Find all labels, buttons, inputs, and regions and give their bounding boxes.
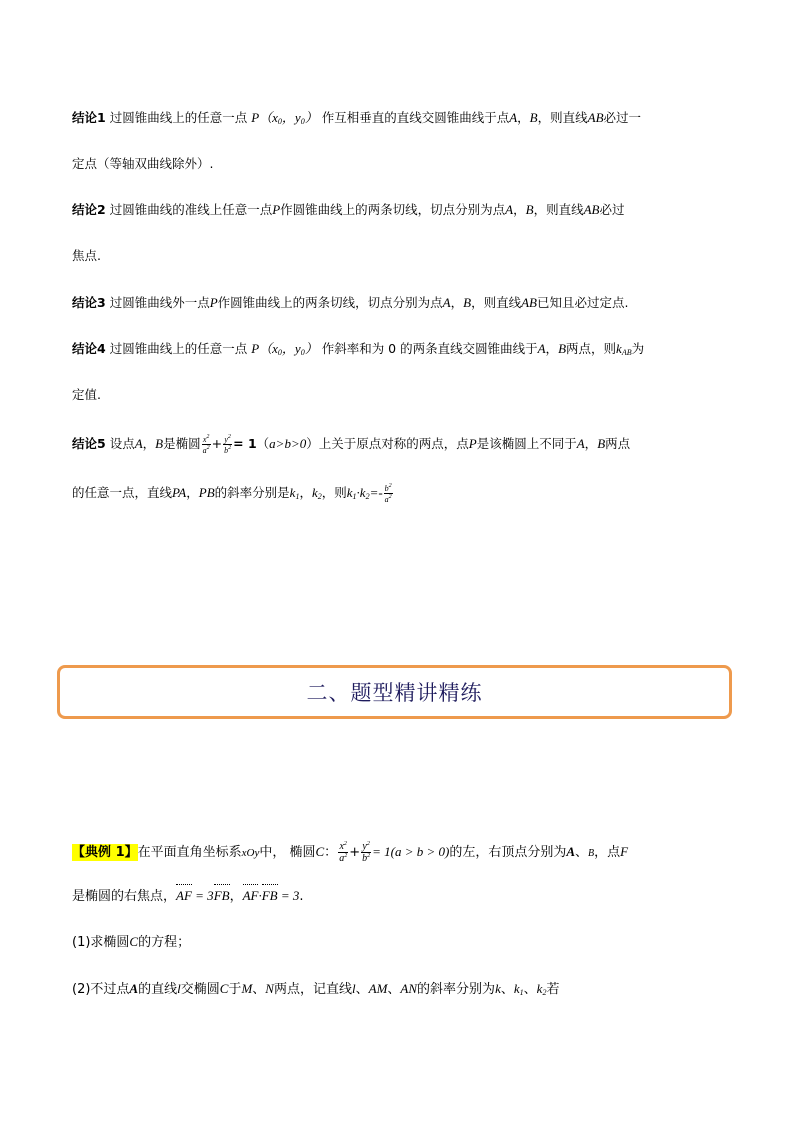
conclusion-1-line-1: 结论1 过圆锥曲线上的任意一点 $P(x_0$，$y_0$） 作互相垂直的直线交圆锥曲线于点A，B，则直线AB必过一 (72, 110, 642, 126)
section-header-box (57, 665, 732, 719)
conclusion-5-line-2: 的任意一点，直线PA，PB的斜率分别是$k_1$，$k_2$，则$k_1\cdot k_2=-$ $\frac{b^2}{a^2}$ (72, 483, 392, 504)
example-1-question-2: (2)不过点A的直线l交椭圆C于M、N两点，记直线l、AM、AN的斜率分别为k、$k_1$、$k_2$若 (72, 981, 560, 997)
fraction-y2-b2: $\frac{y^2}{b^2}$ (362, 841, 371, 864)
fraction-x2-a2: $\frac{x^2}{a^2}$ (339, 841, 348, 864)
example-tag: 【典例 1】 (72, 845, 138, 860)
conclusion-4-line-1: 结论4 过圆锥曲线上的任意一点 $P(x_0$，$y_0$） 作斜率和为 0 的两条直线交圆锥曲线于A，B两点，则$k_{AB}$为 (72, 341, 645, 357)
conclusion-4-line-2: 定值. (72, 387, 101, 402)
fraction-y2-b2: $\frac{y^2}{b^2}$ (224, 434, 232, 455)
example-1-line-2: 是椭圆的右焦点，AF = 3FB，AF·FB = 3. (72, 888, 304, 904)
section-title: 二、题型精讲精练 (306, 681, 483, 705)
example-1-question-1: (1)求椭圆C的方程； (72, 934, 191, 950)
example-1-line-1: 【典例 1】在平面直角坐标系xOy中， 椭圆C： $\frac{x^2}{a^2}$ + $\frac{y^2}{b^2}$ = 1(a > b > 0)的左，右顶点分别为A、B，点F (72, 841, 629, 864)
conclusion-label: 结论4 (72, 341, 106, 356)
conclusion-2-line-1: 结论2 过圆锥曲线的准线上任意一点P作圆锥曲线上的两条切线，切点分别为点A，B，则直线AB必过 (72, 202, 625, 217)
conclusion-label: 结论1 (72, 110, 106, 125)
conclusion-label: 结论3 (72, 295, 106, 310)
fraction-x2-a2: $\frac{x^2}{a^2}$ (202, 434, 210, 455)
conclusion-2-line-2: 焦点. (72, 248, 101, 263)
conclusion-5-line-1: 结论5 设点A，B是椭圆 $\frac{x^2}{a^2}$ + $\frac{y^2}{b^2}$ = 1（a>b>0）上关于原点对称的两点，点P是该椭圆上不同于A，B两点 (72, 434, 631, 455)
conclusion-label: 结论2 (72, 202, 106, 217)
conclusion-3-line-1: 结论3 过圆锥曲线外一点P作圆锥曲线上的两条切线，切点分别为点A，B，则直线AB已知且必过定点. (72, 295, 629, 310)
fraction-b2-a2: $\frac{b^2}{a^2}$ (384, 483, 392, 504)
conclusion-1-line-2: 定点（等轴双曲线除外）. (72, 156, 214, 171)
conclusion-label: 结论5 (72, 436, 106, 451)
